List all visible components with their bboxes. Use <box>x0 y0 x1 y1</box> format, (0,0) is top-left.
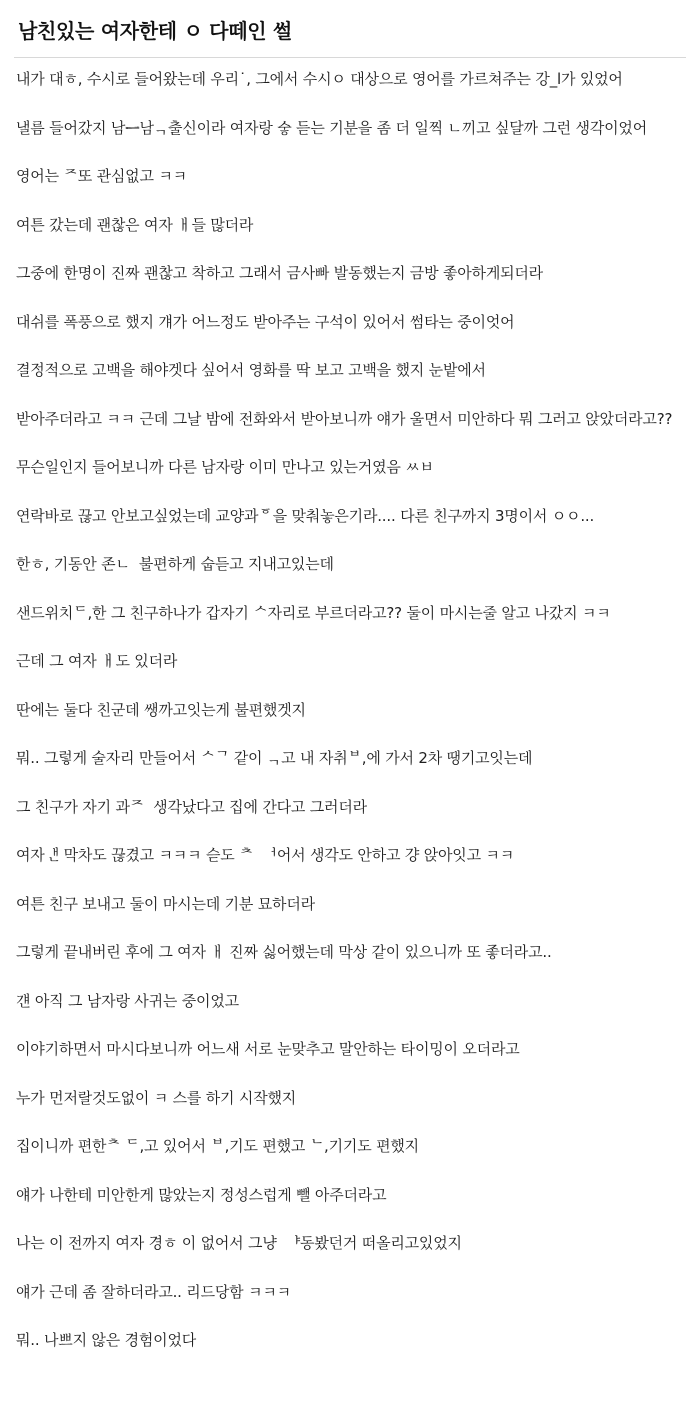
post-paragraph: 결정적으로 고백을 해야겟다 싶어서 영화를 딱 보고 고백을 했지 눈밭에서 <box>16 361 486 379</box>
post-paragraph: 누가 먼저랄것도없이 ㅋ 스를 하기 시작했지 <box>16 1088 297 1107</box>
post-paragraph: 나는 이 전까지 여자 경ㅎ 이 없어서 그냥 ᅣ동봤던거 떠올리고있었지 <box>16 1234 462 1252</box>
post-paragraph: 여튼 갔는데 괜찮은 여자 ㅐ들 많더라 <box>16 215 254 234</box>
post-paragraph: 대쉬를 폭풍으로 했지 걔가 어느정도 받아주는 구석이 있어서 썸타는 중이엇어 <box>16 312 515 331</box>
post-paragraph: 여자ᅟᅢᆫ 막차도 끊겼고 ㅋㅋㅋ 슫도 ᄎ ᅥ어서 생각도 안하고 걍 앉아잇고 ㅋㅋ <box>16 846 515 864</box>
post-paragraph: 여튼 친구 보내고 둘이 마시는데 기분 묘하더라 <box>16 894 315 913</box>
post-paragraph: 그렇게 끝내버린 후에 그 여자 ㅐ 진짜 싫어했는데 막상 같이 있으니까 또 좋더라고.. <box>16 943 552 961</box>
post-paragraph: 근데 그 여자 ㅐ도 있더라 <box>16 652 178 670</box>
post-paragraph: 연락바로 끊고 안보고싶었는데 교양과ᅙ을 맞춰놓은기라.... 다른 친구까지 3명이서 ㅇㅇ... <box>16 506 595 525</box>
post-paragraph: 한ㅎ, 기동안 존ㄴ 불편하게 숩듣고 지내고있는데 <box>16 555 334 573</box>
post-paragraph: 집이니까 편한ᄎ ᄃ,고 있어서 ᄇ,기도 편했고 ᄂ,기기도 편했지 <box>16 1137 419 1155</box>
post-paragraph: 그중에 한명이 진짜 괜찮고 착하고 그래서 금사빠 발동했는지 금방 좋아하게되더라 <box>16 264 543 282</box>
post-paragraph: 뭐.. 그렇게 술자리 만들어서 ᄉᄀ 같이 ᆨ고 내 자취ᄇ,에 가서 2차 땡기고잇는데 <box>16 749 533 767</box>
post-paragraph: 내가 대ㅎ, 수시로 들어왔는데 우리˙, 그에서 수시ㅇ 대상으로 영어를 가르쳐주는 강_l가 있었어 <box>16 70 623 88</box>
post-paragraph: 얘가 근데 좀 잘하더라고.. 리드당함 ㅋㅋㅋ <box>16 1282 291 1301</box>
title-divider <box>14 57 686 58</box>
post-paragraph: 뭐.. 나쁘지 않은 경험이었다 <box>16 1331 197 1349</box>
post-paragraph: 이야기하면서 마시다보니까 어느새 서로 눈맞추고 말안하는 타이밍이 오더라고 <box>16 1040 520 1058</box>
post-paragraph: 받아주더라고 ㅋㅋ 근데 그날 밤에 전화와서 받아보니까 얘가 울면서 미안하다 뭐 그러고 앉았더라고?? <box>16 409 673 428</box>
post-paragraph: 낼름 들어갔지 남ᆖ남ᆨ출신이라 여자랑 수ᇹ 듣는 기분을 좀 더 일찍 ㄴ끼고 싶달까 그런 생각이었어 <box>16 118 647 137</box>
post-body <box>16 68 684 1352</box>
post-paragraph: 걘 아직 그 남자랑 사귀는 중이었고 <box>16 991 239 1010</box>
post-paragraph: 영어는 ᄌ또 관심없고 ㅋㅋ <box>16 167 187 185</box>
post-paragraph: 얘가 나한테 미안한게 많았는지 정성스럽게 뺄 아주더라고 <box>16 1185 387 1204</box>
post-paragraph: 샌드위치ᄃ,한 그 친구하나가 갑자기 ᄉ자리로 부르더라고?? 둘이 마시는줄 알고 나갔지 ㅋㅋ <box>16 603 611 622</box>
post-paragraph: 무슨일인지 들어보니까 다른 남자랑 이미 만나고 있는거였음 ㅆㅂ <box>16 458 434 476</box>
post-paragraph: 딴에는 둘다 친군데 쌩까고잇는게 불편했겟지 <box>16 700 306 719</box>
post-paragraph: 그 친구가 자기 과ᄌ 생각났다고 집에 간다고 그러더라 <box>16 797 367 816</box>
page-title: 남친있는 여자한테 ㅇ 다떼인 썰 <box>18 19 292 43</box>
